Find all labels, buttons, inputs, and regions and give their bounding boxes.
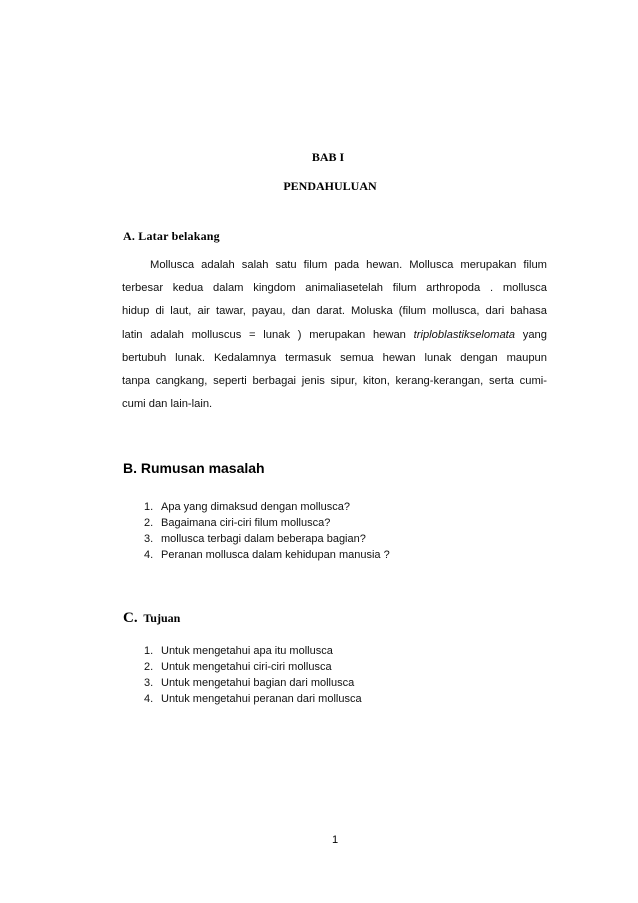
section-b-heading: B. Rumusan masalah [123,460,265,476]
list-item [144,643,362,659]
objective-list [144,643,362,707]
list-number: 4. [144,549,154,561]
list-item [144,675,362,691]
list-item [144,499,390,515]
chapter-number: BAB I [311,150,345,164]
section-a-paragraph [122,254,547,416]
list-text: Untuk mengetahui peranan dari mollusca [161,693,362,705]
list-text: Peranan mollusca dalam kehidupan manusia ? [161,549,390,561]
paragraph-line [122,324,547,347]
list-item [144,531,390,547]
page-number: 1 [331,834,339,846]
list-number: 2. [144,661,154,673]
list-number: 2. [144,517,154,529]
list-number: 4. [144,693,154,705]
paragraph-line: tanpa cangkang, seperti berbagai jenis sipur, kiton, kerang-kerangan, serta cumi- [122,374,547,387]
list-number: 1. [144,501,154,513]
section-c-letter: C. [123,610,138,626]
section-c-heading [123,610,180,627]
section-a-heading: A. Latar belakang [123,229,220,243]
list-text: Untuk mengetahui ciri-ciri mollusca [161,661,332,673]
list-item [144,515,390,531]
paragraph-line: Mollusca adalah salah satu filum pada hewan. Mollusca merupakan filum [150,259,547,271]
paragraph-line: bertubuh lunak. Kedalamnya termasuk semua hewan lunak dengan maupun [122,351,547,364]
list-number: 3. [144,533,154,545]
paragraph-line: cumi dan lain-lain. [122,398,213,411]
list-text: Apa yang dimaksud dengan mollusca? [161,501,350,513]
list-text: Bagaimana ciri-ciri filum mollusca? [161,517,331,529]
list-item [144,547,390,563]
list-item [144,659,362,675]
chapter-title: PENDAHULUAN [283,179,377,193]
list-number: 3. [144,677,154,689]
list-text: Untuk mengetahui bagian dari mollusca [161,677,355,689]
list-text: mollusca terbagi dalam beberapa bagian? [161,533,366,545]
paragraph-line: terbesar kedua dalam kingdom animaliasetelah filum arthropoda . mollusca [122,282,547,295]
list-number: 1. [144,645,154,657]
list-text: Untuk mengetahui apa itu mollusca [161,645,333,657]
paragraph-line: hidup di laut, air tawar, payau, dan darat. Moluska (filum mollusca, dari bahasa [122,305,547,318]
section-c-title: Tujuan [143,611,181,625]
italic-term: triploblastikselomata [413,328,515,341]
paragraph-text: latin adalah molluscus = lunak ) merupakan hewan [122,328,406,341]
paragraph-text: yang [522,328,547,341]
problem-list [144,499,390,563]
list-item [144,691,362,707]
